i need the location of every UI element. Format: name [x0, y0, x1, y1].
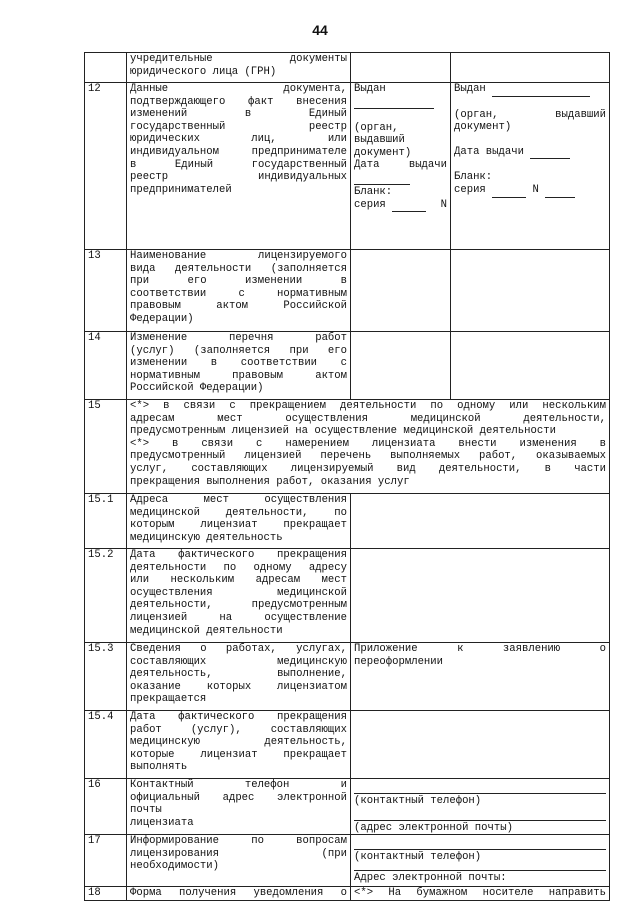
table-row	[85, 643, 610, 711]
blank-label: Бланк:	[454, 171, 493, 184]
issued-label: Выдан	[354, 83, 386, 95]
row-description: Дата фактического прекращения деятельности по одному адресу или нескольким адресам мест осуществления медицинской деятельности, предусмотренным лицензией на осуществление медицинской деятельности	[127, 549, 351, 643]
phone-field[interactable]	[354, 781, 606, 794]
row-description: Данные документа, подтверждающего факт внесения изменений в Единый государственный реестр юридических лиц, или индивидуальном предпринимателе в Единый государственный реестр индивидуальных предпринимателей	[127, 83, 351, 250]
row-number: 15.1	[85, 494, 127, 549]
table-row	[85, 887, 610, 901]
blank-label: Бланк:	[354, 185, 393, 198]
row-description: Изменение перечня работ (услуг) (заполняется при его изменении в соответствии с нормативным правовым актом Российской Федерации)	[127, 332, 351, 400]
value-cell[interactable]	[451, 332, 610, 400]
date-field[interactable]	[354, 172, 410, 185]
section-text: <*> в связи с прекращением деятельности по одному или нескольким адресам мест осуществления медицинской деятельности, предусмотренным лицензией на осуществление медицинской деятельности <*> в связи с намерением лицензиата внести изменения в предусмотренный лицензией перечень выполняемых работ, оказываемых услуг, составляющих лицензируемый вид деятельности, в части прекращения выполнения работ, оказания услуг	[127, 400, 610, 494]
row-description: учредительные документы юридического лица (ГРН)	[127, 53, 351, 83]
page-number: 44	[312, 22, 328, 38]
checkbox-option[interactable]: <*> в связи с намерением лицензиата внести изменения в	[130, 437, 606, 450]
row-number: 14	[85, 332, 127, 400]
value-cell[interactable]	[351, 332, 451, 400]
contact-cell[interactable]	[351, 835, 610, 887]
delivery-option[interactable]	[351, 887, 610, 901]
row-number: 15	[85, 400, 127, 494]
table-row	[85, 494, 610, 549]
value-cell[interactable]	[351, 494, 610, 549]
row-number: 15.4	[85, 711, 127, 779]
table-row	[85, 549, 610, 643]
issued-field[interactable]	[492, 83, 590, 97]
row-number: 17	[85, 835, 127, 887]
value-cell[interactable]	[451, 250, 610, 332]
row-description: Наименование лицензируемого вида деятельности (заполняется при его изменении в соответствии с нормативным правовым актом Российской Федерации)	[127, 250, 351, 332]
row-description: Информирование по вопросам лицензирования (при необходимости)	[127, 835, 351, 887]
attachment-note: Приложение к заявлению о переоформлении	[351, 643, 610, 711]
table-row	[85, 83, 610, 250]
issued-label: Выдан	[454, 83, 486, 95]
table-row	[85, 250, 610, 332]
phone-label: (контактный телефон)	[354, 795, 482, 807]
issued-field[interactable]	[354, 96, 434, 109]
checkbox-option[interactable]: <*> в связи с прекращением деятельности по одному или нескольким	[130, 400, 606, 412]
table-row	[85, 53, 610, 83]
value-cell[interactable]	[351, 53, 451, 83]
row-description: Адреса мест осуществления медицинской деятельности, по которым лицензиат прекращает медицинскую деятельность	[127, 494, 351, 549]
table-row	[85, 400, 610, 494]
value-cell[interactable]	[451, 53, 610, 83]
row-number: 18	[85, 887, 127, 901]
table-row	[85, 711, 610, 779]
row-description: Сведения о работах, услугах, составляющих медицинскую деятельность, выполнение, оказание которых лицензиатом прекращается	[127, 643, 351, 711]
issuer-cell-b[interactable]: Выдан (орган, выдавший документ) Дата выдачи Бланк: серия N	[451, 83, 610, 250]
contact-cell[interactable]	[351, 779, 610, 835]
table-row	[85, 835, 610, 887]
row-number: 12	[85, 83, 127, 250]
row-number	[85, 53, 127, 83]
value-cell[interactable]	[351, 250, 451, 332]
email-label: (адрес электронной почты)	[354, 821, 513, 834]
phone-label: (контактный телефон)	[354, 851, 482, 864]
email-label: Адрес электронной почты:	[354, 871, 507, 884]
value-cell[interactable]	[351, 711, 610, 779]
row-description: Дата фактического прекращения работ (услуг), составляющих медицинскую деятельность, которые лицензиат прекращает выполнять	[127, 711, 351, 779]
form-table	[84, 52, 610, 901]
table-row	[85, 779, 610, 835]
row-number: 16	[85, 779, 127, 835]
phone-field[interactable]	[354, 837, 606, 850]
row-description: Форма получения уведомления о	[127, 887, 351, 901]
series-field[interactable]	[392, 199, 426, 213]
checkbox-option[interactable]: <*> На бумажном носителе направить	[354, 887, 606, 900]
value-cell[interactable]	[351, 549, 610, 643]
row-number: 15.3	[85, 643, 127, 711]
row-description: Контактный телефон и официальный адрес электронной почты лицензиата	[127, 779, 351, 835]
series-field[interactable]	[492, 184, 526, 198]
date-field[interactable]	[530, 146, 570, 160]
table-row	[85, 332, 610, 400]
number-field[interactable]	[545, 184, 575, 198]
spacer-rule	[354, 864, 606, 871]
row-number: 15.2	[85, 549, 127, 643]
row-number: 13	[85, 250, 127, 332]
email-field[interactable]	[354, 808, 606, 821]
issuer-cell-a[interactable]: Выдан (орган, выдавший документ) Дата выдачи Бланк: серия N	[351, 83, 451, 250]
